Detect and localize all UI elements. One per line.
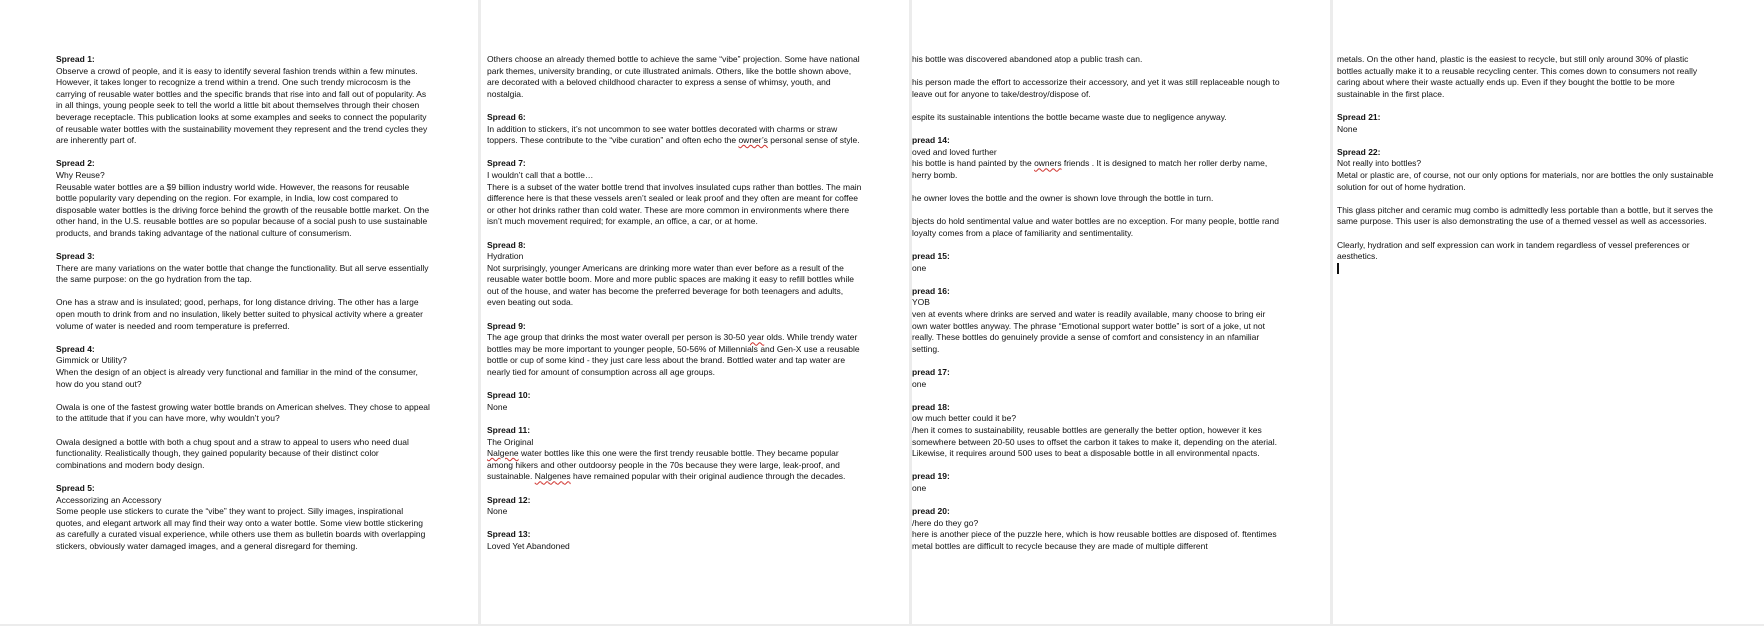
body-text: One has a straw and is insulated; good, perhaps, for long distance driving. The other has a large open mouth to drink from and no insulation, likely better suited to physical activity where a greater volume of water is needed and room temperature is preferred. [56, 297, 423, 331]
paragraph-spacer [1337, 193, 1715, 205]
body-text: Why Reuse? [56, 169, 105, 180]
body-text: There are many variations on the water bottle that change the functionality. But all serve essentially the same purpose: on the go hydration from the tap. [56, 262, 429, 285]
body-text: one [912, 482, 927, 493]
paragraph-spacer [1337, 135, 1715, 147]
body-text: Owala designed a bottle with both a chug spout and a straw to appeal to users who need dual functionality. Realistically though, they gained popularity because of their distinct color combinations and modern body design. [56, 436, 409, 470]
paragraph-spacer [912, 100, 1280, 112]
caret-icon [1337, 263, 1339, 274]
body-text: espite its sustainable intentions the bottle became waste due to negligence anyway. [912, 111, 1227, 122]
paragraph-spacer [487, 309, 863, 321]
section-heading: Spread 22: [1337, 146, 1381, 157]
body-text: The Original [487, 436, 534, 447]
section-heading: pread 19: [912, 471, 950, 482]
section-heading: Spread 13: [487, 529, 531, 540]
body-text: Loved Yet Abandoned [487, 540, 570, 551]
section-heading: Spread 8: [487, 239, 526, 250]
section-heading: Spread 9: [487, 320, 526, 331]
body-text: Accessorizing an Accessory [56, 494, 162, 505]
section-heading: pread 14: [912, 135, 950, 146]
body-text: he owner loves the bottle and the owner is shown love through the bottle in turn. [912, 193, 1214, 204]
page-4 [1333, 0, 1764, 624]
body-text: Some people use stickers to curate the “vibe” they want to project. Silly images, inspirational quotes, and elegant artwork all may find their way onto a water bottle. Some view bottle stickering as carefully a curated visual experience, while others use them as bulletin boards with overlapping stickers, obviously water damaged images, and a general disregard for theming. [56, 506, 426, 551]
paragraph-spacer [912, 274, 1280, 286]
paragraph-spacer [56, 332, 430, 344]
paragraph-spacer [912, 355, 1280, 367]
body-text: Clearly, hydration and self expression can work in tandem regardless of vessel preferences or aesthetics. [1337, 239, 1690, 262]
paragraph-spacer [487, 483, 863, 495]
paragraph-spacer [56, 240, 430, 252]
section-heading: Spread 4: [56, 343, 95, 354]
body-text: The age group that drinks the most water overall per person is 30-50 year olds. While trendy water bottles may be more important to younger people, 50-56% of Millennials and Gen-X use a reusable bottle or cup of some kind - they just care less about the brand. Bottled water and tap water are nearly tied for amount of consumption across all age groups. [487, 332, 860, 378]
body-text: /here do they go? [912, 517, 979, 528]
body-text: Owala is one of the fastest growing water bottle brands on American shelves. They chose to appeal to the attitude that if you can have more, why wouldn’t you? [56, 401, 430, 424]
paragraph-spacer [487, 518, 863, 530]
body-text: Observe a crowd of people, and it is easy to identify several fashion trends within a few minutes. However, it takes longer to recognize a trend within a trend. One such trendy microcosm is the carrying of reusable water bottles and the specific brands that rise into and fall out of popularity. As in all things, young people seek to tell the world a little bit about themselves through their chosen beverage receptacle. This publication looks at some examples and seeks to connect the popularity of reusable water bottles with the sustainability movement they represent and the trend cycles they are inherently part of. [56, 65, 428, 146]
text-column-4 [1337, 54, 1715, 274]
body-text: bjects do hold sentimental value and water bottles are no exception. For many people, bottle rand loyalty comes from a place of familiarity and sentimentality. [912, 216, 1279, 238]
paragraph-spacer [487, 100, 863, 112]
body-text: This glass pitcher and ceramic mug combo is admittedly less portable than a bottle, but it serves the same purpose. This user is also demonstrating the use of a themed vessel as well as accessories. [1337, 204, 1713, 227]
body-text: None [1337, 123, 1358, 134]
paragraph-spacer [487, 413, 863, 425]
text-cursor[interactable] [1337, 263, 1715, 275]
section-heading: Spread 6: [487, 111, 526, 122]
paragraph-spacer [912, 124, 1280, 136]
paragraph-spacer [487, 147, 863, 159]
body-text: Others choose an already themed bottle to achieve the same “vibe” projection. Some have national park themes, university branding, or cute illustrated animals. Others, like the bottle shown above, are decorated with a beloved childhood character to express a sense of whimsy, youth, and nostalgia. [487, 54, 860, 99]
paragraph-spacer [912, 390, 1280, 402]
section-heading: Spread 3: [56, 251, 95, 262]
body-text: one [912, 378, 927, 389]
paragraph-spacer [487, 228, 863, 240]
body-text: ven at events where drinks are served and water is readily available, many choose to bring eir own water bottles anyway. The phrase “Emotional support water bottle” is sort of a joke, ut not really. These bottles do genuinely provide a sense of comfort and consistency in an nfamiliar setting. [912, 309, 1266, 354]
paragraph-spacer [56, 471, 430, 483]
section-heading: Spread 2: [56, 158, 95, 169]
paragraph-spacer [912, 460, 1280, 472]
section-heading: pread 17: [912, 367, 950, 378]
section-heading: Spread 11: [487, 425, 531, 435]
body-text: ow much better could it be? [912, 413, 1017, 424]
paragraph-spacer [487, 379, 863, 391]
body-text: None [487, 401, 508, 412]
section-heading: Spread 7: [487, 158, 526, 169]
body-text: In addition to stickers, it’s not uncommon to see water bottles decorated with charms or straw toppers. These contribute to the “vibe curation” and often echo the owner’s personal sense of style. [487, 123, 860, 146]
body-text: oved and loved further [912, 146, 997, 157]
body-text: None [487, 506, 508, 517]
body-text: I wouldn’t call that a bottle… [487, 169, 594, 180]
body-text: /hen it comes to sustainability, reusable bottles are generally the better option, however it kes somewhere between 20-50 uses to offset the carbon it takes to make it, depending on the aterial. Likewise, it requires around 500 uses to beat a disposable bottle in all environmental npacts. [912, 425, 1277, 459]
section-heading: pread 16: [912, 285, 950, 296]
body-text: metals. On the other hand, plastic is the easiest to recycle, but still only around 30% of plastic bottles actually make it to a reusable recycling center. This comes down to consumers not really caring about where their waste actually ends up. Even if they bought the bottle to be more sustainable in the first place. [1337, 54, 1698, 99]
page-2 [481, 0, 909, 624]
paragraph-spacer [56, 390, 430, 402]
paragraph-spacer [1337, 228, 1715, 240]
body-text: Not surprisingly, younger Americans are drinking more water than ever before as a result of the reusable water bottle boom. More and more public spaces are making it easy to refill bottles while out of the house, and water has become the preferred beverage for both teenagers and adults, even beating out soda. [487, 262, 854, 308]
body-text: Reusable water bottles are a $9 billion industry world wide. However, the reasons for reusable bottle popularity vary depending on the region. For example, in India, low cost compared to disposable water bottles is the driving force behind the growth of the reusable bottle market. On the other hand, in the U.S. reusable bottles are so popular because of a social push to use sustainable products, and brands taking advantage of the national culture of consumerism. [56, 181, 430, 238]
body-text: his person made the effort to accessorize their accessory, and yet it was still replaceable nough to leave out for anyone to take/destroy/dispose of. [912, 77, 1280, 99]
body-text: YOB [912, 297, 930, 308]
body-text: his bottle is hand painted by the owners friends . It is designed to match her roller derby name, herry bomb. [912, 158, 1268, 180]
paragraph-spacer [1337, 100, 1715, 112]
page-3 [912, 0, 1330, 624]
body-text: Gimmick or Utility? [56, 355, 127, 366]
text-column-1 [56, 54, 430, 553]
paragraph-spacer [56, 286, 430, 298]
section-heading: pread 15: [912, 251, 950, 262]
section-heading: pread 18: [912, 401, 950, 412]
paragraph-spacer [912, 66, 1280, 78]
page-1 [0, 0, 478, 624]
body-text: Nalgene water bottles like this one were the first trendy reusable bottle. They became popular among hikers and other outdoorsy people in the 70s because they were large, leak-proof, and sustainable. Nalgenes have remained popular with their original audience through the decades. [487, 448, 846, 482]
section-heading: Spread 12: [487, 494, 531, 505]
section-heading: Spread 5: [56, 482, 95, 493]
section-heading: Spread 21: [1337, 111, 1381, 122]
section-heading: Spread 1: [56, 54, 95, 64]
paragraph-spacer [912, 182, 1280, 194]
section-heading: pread 20: [912, 506, 950, 517]
text-column-2 [487, 54, 863, 553]
body-text: Hydration [487, 251, 524, 262]
body-text: his bottle was discovered abandoned atop a public trash can. [912, 54, 1143, 64]
text-column-3 [912, 54, 1280, 553]
paragraph-spacer [912, 205, 1280, 217]
paragraph-spacer [912, 495, 1280, 507]
body-text: Not really into bottles? [1337, 158, 1422, 169]
body-text: Metal or plastic are, of course, not our only options for materials, nor are bottles the only sustainable solution for out of home hydration. [1337, 169, 1714, 192]
body-text: here is another piece of the puzzle here, which is how reusable bottles are disposed of. ftentimes metal bottles are difficult to recycle because they are made of multiple different [912, 529, 1277, 551]
body-text: When the design of an object is already very functional and familiar in the mind of the consumer, how do you stand out? [56, 367, 418, 389]
section-heading: Spread 10: [487, 390, 531, 401]
body-text: There is a subset of the water bottle trend that involves insulated cups rather than bottles. The main difference here is that these vessels aren’t sealed or leak proof and they often are meant for coffee or other hot drinks rather than cold water. These are more common in environments where there isn’t much movement required; for example, an office, a car, or at home. [487, 181, 862, 227]
paragraph-spacer [56, 425, 430, 437]
paragraph-spacer [912, 240, 1280, 252]
body-text: one [912, 262, 927, 273]
paragraph-spacer [56, 147, 430, 159]
